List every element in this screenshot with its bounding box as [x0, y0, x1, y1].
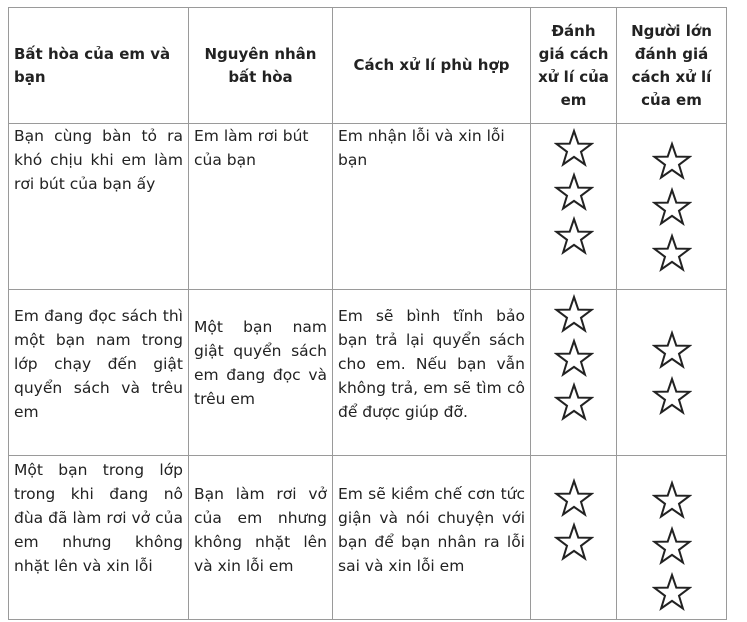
assessment-table	[8, 7, 727, 620]
header-conflict: Bất hòa của em và bạn	[9, 8, 189, 124]
star-outline-icon	[652, 330, 692, 370]
conflict-cell: Bạn cùng bàn tỏ ra khó chịu khi em làm rơi bút của bạn ấy	[9, 124, 189, 290]
adult-rating-cell	[617, 456, 727, 620]
star-outline-icon	[554, 522, 594, 562]
star-outline-icon	[554, 128, 594, 168]
star-outline-icon	[652, 480, 692, 520]
star-outline-icon	[652, 526, 692, 566]
conflict-cell: Một bạn trong lớp trong khi đang nô đùa đã làm rơi vở của em nhưng không nhặt lên và xin lỗi	[9, 456, 189, 620]
header-handling: Cách xử lí phù hợp	[333, 8, 531, 124]
star-outline-icon	[554, 172, 594, 212]
conflict-cell: Em đang đọc sách thì một bạn nam trong lớp chạy đến giật quyển sách và trêu em	[9, 290, 189, 456]
header-adult-rating: Người lớn đánh giá cách xử lí của em	[617, 8, 727, 124]
header-cause: Nguyên nhân bất hòa	[189, 8, 333, 124]
adult-rating-cell	[617, 124, 727, 290]
star-outline-icon	[652, 141, 692, 181]
table-row	[9, 456, 727, 620]
star-outline-icon	[554, 382, 594, 422]
self-rating-cell	[531, 290, 617, 456]
star-outline-icon	[652, 233, 692, 273]
star-outline-icon	[652, 376, 692, 416]
cause-cell: Em làm rơi bút của bạn	[189, 124, 333, 290]
cause-cell: Một bạn nam giật quyển sách em đang đọc và trêu em	[189, 290, 333, 456]
handling-cell: Em sẽ kiềm chế cơn tức giận và nói chuyện với bạn để bạn nhân ra lỗi sai và xin lỗi em	[333, 456, 531, 620]
star-outline-icon	[652, 572, 692, 612]
table-row	[9, 124, 727, 290]
header-row	[9, 8, 727, 124]
adult-rating-cell	[617, 290, 727, 456]
handling-cell: Em nhận lỗi và xin lỗi bạn	[333, 124, 531, 290]
handling-cell: Em sẽ bình tĩnh bảo bạn trả lại quyển sách cho em. Nếu bạn vẫn không trả, em sẽ tìm cô để được giúp đỡ.	[333, 290, 531, 456]
cause-cell: Bạn làm rơi vở của em nhưng không nhặt lên và xin lỗi em	[189, 456, 333, 620]
self-rating-cell	[531, 124, 617, 290]
star-outline-icon	[554, 216, 594, 256]
star-outline-icon	[554, 338, 594, 378]
star-outline-icon	[652, 187, 692, 227]
table-row	[9, 290, 727, 456]
self-rating-cell	[531, 456, 617, 620]
star-outline-icon	[554, 294, 594, 334]
star-outline-icon	[554, 478, 594, 518]
header-self-rating: Đánh giá cách xử lí của em	[531, 8, 617, 124]
